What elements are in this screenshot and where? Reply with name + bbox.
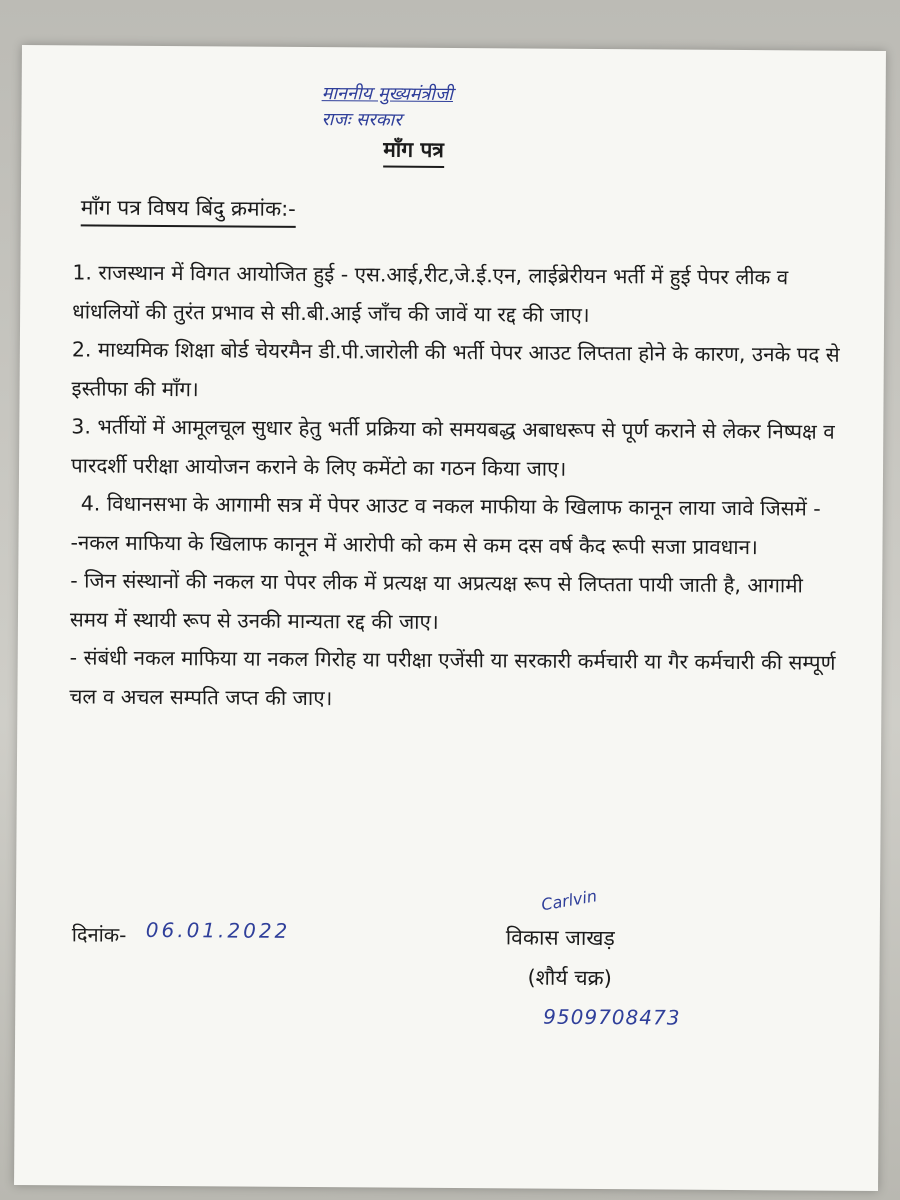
demand-point-3: 3. भर्तीयों में आमूलचूल सुधार हेतु भर्ती प्रक्रिया को समयबद्ध अबाधरूप से पूर्ण कराने से लेकर निष्पक्ष व पारदर्शी परीक्षा आयोजन कराने के लिए कमेंटो का गठन किया जाए। — [70, 414, 835, 481]
handwritten-addressee-line2: राजः सरकार — [321, 109, 402, 131]
handwritten-date: 06.01.2022 — [145, 917, 291, 943]
demand-points — [69, 253, 842, 720]
signer-name: विकास जाखड़ — [505, 925, 615, 951]
demand-subpoint-3: - संबंधी नकल माफिया या नकल गिरोह या परीक्षा एजेंसी या सरकारी कर्मचारी या गैर कर्मचारी की सम्पूर्ण चल व अचल सम्पति जप्त की जाए। — [69, 645, 836, 710]
demand-subpoint-1: -नकल माफिया के खिलाफ कानून में आरोपी को कम से कम दस वर्ष कैद रूपी सजा प्रावधान। — [70, 529, 758, 559]
demand-point-2: 2. माध्यमिक शिक्षा बोर्ड चेयरमैन डी.पी.जारोली की भर्ती पेपर आउट लिप्तता होने के कारण, उनके पद से इस्तीफा की माँग। — [71, 337, 840, 401]
date-label: दिनांक- — [71, 922, 127, 947]
demand-subpoint-2: - जिन संस्थानों की नकल या पेपर लीक में प्रत्यक्ष या अप्रत्यक्ष रूप से लिप्तता पायी जाती है, आगामी समय में स्थायी रूप से उनकी मान्यता रद्द की जाए। — [69, 568, 803, 634]
demand-letter-paper — [14, 45, 886, 1191]
handwritten-phone-number: 9509708473 — [543, 1004, 681, 1030]
handwritten-signature: Carlvin — [539, 886, 599, 915]
document-title: माँग पत्र — [383, 136, 444, 168]
demand-point-1: 1. राजस्थान में विगत आयोजित हुई - एस.आई,रीट,जे.ई.एन, लाईब्रेरीयन भर्ती में हुई पेपर लीक व धांधलियों की तुरंत प्रभाव से सी.बी.आई जाँच की जावें या रद्द की जाए। — [72, 260, 789, 327]
subject-heading: माँग पत्र विषय बिंदु क्रमांक:- — [81, 193, 296, 227]
handwritten-addressee-line1: माननीय मुख्यमंत्रीजी — [321, 83, 454, 106]
signer-title: (शौर्य चक्र) — [527, 965, 613, 991]
demand-point-4: 4. विधानसभा के आगामी सत्र में पेपर आउट व नकल माफीया के खिलाफ कानून लाया जावे जिसमें - — [80, 491, 821, 521]
